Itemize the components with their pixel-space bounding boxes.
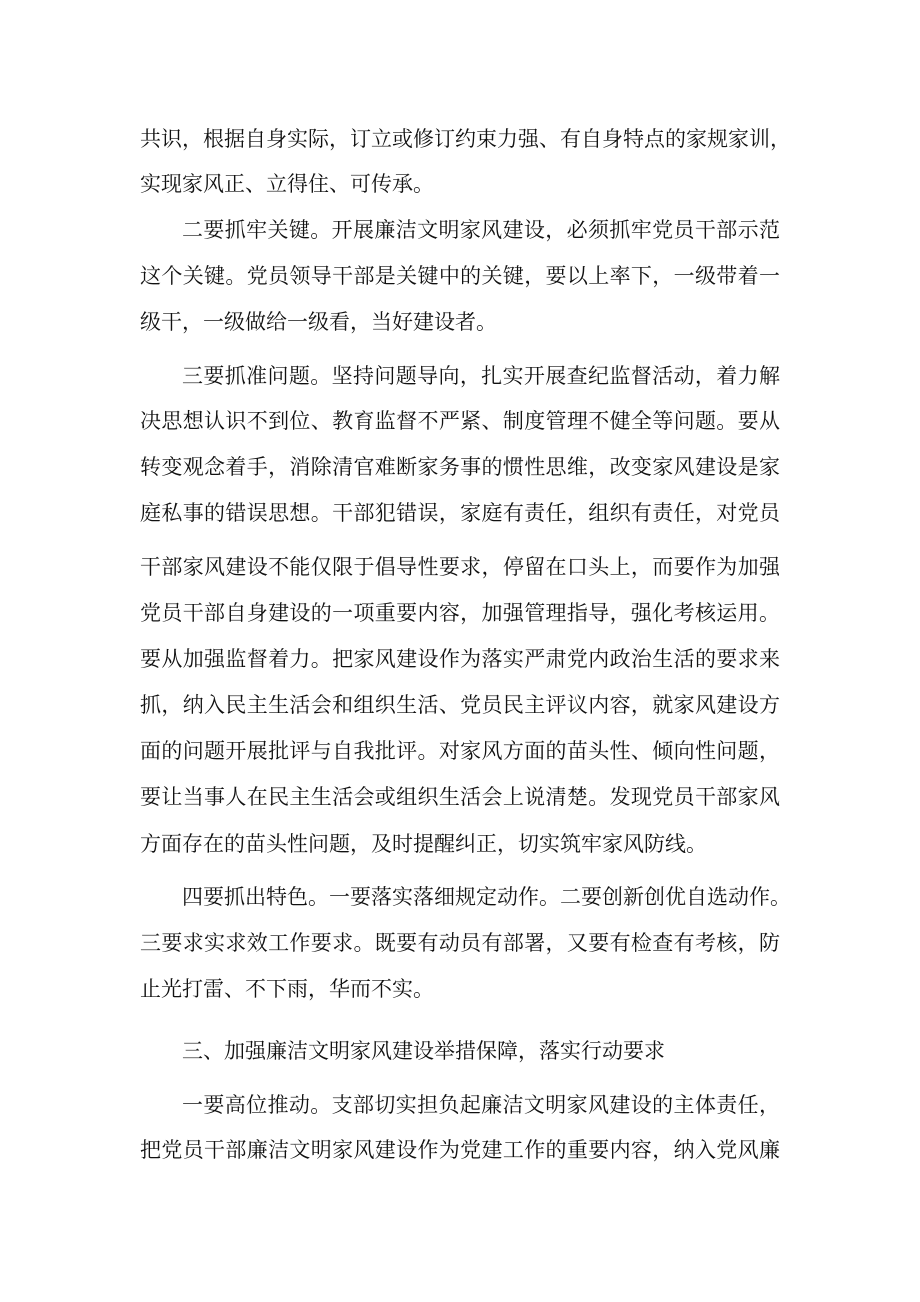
paragraph-start-line: 一要高位推动。支部切实担负起廉洁文明家风建设的主体责任， bbox=[182, 1093, 780, 1117]
text-line: 三要求实求效工作要求。既要有动员有部署，又要有检查有考核，防 bbox=[140, 931, 780, 955]
text-line: 党员干部自身建设的一项重要内容，加强管理指导，强化考核运用。 bbox=[140, 601, 780, 625]
text-line: 抓，纳入民主生活会和组织生活、党员民主评议内容，就家风建设方 bbox=[140, 693, 780, 717]
text-line: 决思想认识不到位、教育监督不严紧、制度管理不健全等问题。要从 bbox=[140, 409, 780, 433]
text-line: 转变观念着手，消除清官难断家务事的惯性思维，改变家风建设是家 bbox=[140, 455, 780, 479]
text-line: 方面存在的苗头性问题，及时提醒纠正，切实筑牢家风防线。 bbox=[140, 832, 707, 856]
text-line: 级干，一级做给一级看，当好建设者。 bbox=[140, 310, 497, 334]
text-line: 把党员干部廉洁文明家风建设作为党建工作的重要内容，纳入党风廉 bbox=[140, 1138, 780, 1162]
text-line: 庭私事的错误思想。干部犯错误，家庭有责任，组织有责任，对党员 bbox=[140, 501, 780, 525]
paragraph-start-line: 三要抓准问题。坚持问题导向，扎实开展查纪监督活动，着力解 bbox=[182, 364, 780, 388]
text-line: 这个关键。党员领导干部是关键中的关键，要以上率下，一级带着一 bbox=[140, 264, 780, 288]
text-line: 面的问题开展批评与自我批评。对家风方面的苗头性、倾向性问题， bbox=[140, 739, 780, 763]
paragraph-start-line: 四要抓出特色。一要落实落细规定动作。二要创新创优自选动作。 bbox=[182, 885, 791, 909]
text-line: 要让当事人在民主生活会或组织生活会上说清楚。发现党员干部家风 bbox=[140, 785, 780, 809]
text-line: 要从加强监督着力。把家风建设作为落实严肃党内政治生活的要求来 bbox=[140, 647, 780, 671]
section-heading: 三、加强廉洁文明家风建设举措保障，落实行动要求 bbox=[182, 1039, 665, 1063]
paragraph-start-line: 二要抓牢关键。开展廉洁文明家风建设，必须抓牢党员干部示范 bbox=[182, 218, 780, 242]
text-line: 止光打雷、不下雨，华而不实。 bbox=[140, 977, 434, 1001]
text-line: 共识，根据自身实际，订立或修订约束力强、有自身特点的家规家训， bbox=[140, 127, 791, 151]
text-line: 干部家风建设不能仅限于倡导性要求，停留在口头上，而要作为加强 bbox=[140, 555, 780, 579]
text-line: 实现家风正、立得住、可传承。 bbox=[140, 172, 434, 196]
